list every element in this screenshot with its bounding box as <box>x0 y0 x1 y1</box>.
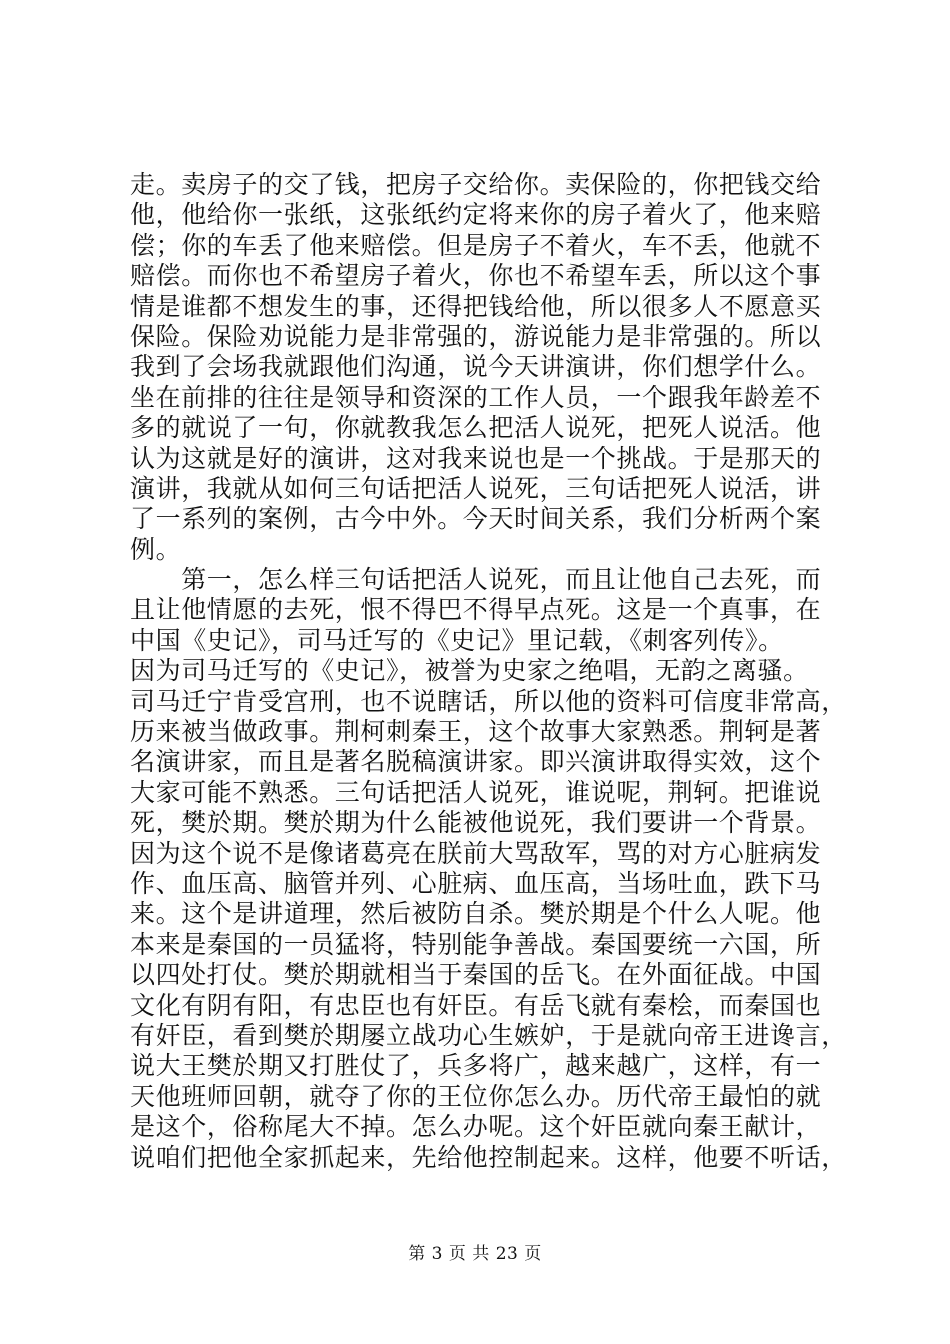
text-line: 他，他给你一张纸，这张纸约定将来你的房子着火了，他来赔 <box>130 200 822 230</box>
text-line: 赔偿。而你也不希望房子着火，你也不希望车丢，所以这个事 <box>130 261 822 291</box>
text-line: 文化有阴有阳，有忠臣也有奸臣。有岳飞就有秦桧，而秦国也 <box>130 990 822 1020</box>
text-line: 我到了会场我就跟他们沟通，说今天讲演讲，你们想学什么。 <box>130 352 822 382</box>
text-line: 以四处打仗。樊於期就相当于秦国的岳飞。在外面征战。中国 <box>130 960 822 990</box>
text-line: 多的就说了一句，你就教我怎么把活人说死，把死人说活。他 <box>130 413 822 443</box>
page-footer: 第 3 页 共 23 页 <box>408 1244 542 1264</box>
text-line: 本来是秦国的一员猛将，特别能争善战。秦国要统一六国，所 <box>130 929 822 959</box>
text-line: 演讲，我就从如何三句话把活人说死，三句话把死人说活，讲 <box>130 473 822 503</box>
text-line: 保险。保险劝说能力是非常强的，游说能力是非常强的。所以 <box>130 321 822 351</box>
body-text <box>130 170 847 1173</box>
text-line: 坐在前排的往往是领导和资深的工作人员，一个跟我年龄差不 <box>130 382 822 412</box>
text-line: 来。这个是讲道理，然后被防自杀。樊於期是个什么人呢。他 <box>130 899 822 929</box>
text-line: 说咱们把他全家抓起来，先给他控制起来。这样，他要不听话， <box>130 1142 847 1172</box>
text-line: 走。卖房子的交了钱，把房子交给你。卖保险的，你把钱交给 <box>130 170 822 199</box>
text-line: 说大王樊於期又打胜仗了，兵多将广，越来越广，这样，有一 <box>130 1051 822 1081</box>
text-line: 司马迁宁肯受宫刑，也不说瞎话，所以他的资料可信度非常高， <box>130 686 847 716</box>
text-line: 因为司马迁写的《史记》，被誉为史家之绝唱，无韵之离骚。 <box>130 656 809 686</box>
text-line: 有奸臣，看到樊於期屡立战功心生嫉妒，于是就向帝王进谗言， <box>130 1020 847 1050</box>
text-line: 第一，怎么样三句话把活人说死，而且让他自己去死，而 <box>130 565 822 595</box>
text-line: 是这个，俗称尾大不掉。怎么办呢。这个奸臣就向秦王献计， <box>130 1112 822 1142</box>
text-line: 名演讲家，而且是著名脱稿演讲家。即兴演讲取得实效，这个 <box>130 747 822 777</box>
text-line: 且让他情愿的去死，恨不得巴不得早点死。这是一个真事，在 <box>130 595 822 625</box>
text-line: 历来被当做政事。荆柯刺秦王，这个故事大家熟悉。荆轲是著 <box>130 717 822 747</box>
text-line: 天他班师回朝，就夺了你的王位你怎么办。历代帝王最怕的就 <box>130 1081 822 1111</box>
text-line: 例。 <box>130 534 182 564</box>
text-line: 了一系列的案例，古今中外。今天时间关系，我们分析两个案 <box>130 504 822 534</box>
text-line: 死，樊於期。樊於期为什么能被他说死，我们要讲一个背景。 <box>130 808 822 838</box>
text-line: 偿；你的车丢了他来赔偿。但是房子不着火，车不丢，他就不 <box>130 230 822 260</box>
text-line: 大家可能不熟悉。三句话把活人说死，谁说呢，荆轲。把谁说 <box>130 777 822 807</box>
text-line: 作、血压高、脑管并列、心脏病、血压高，当场吐血，跌下马 <box>130 868 822 898</box>
text-line: 认为这就是好的演讲，这对我来说也是一个挑战。于是那天的 <box>130 443 822 473</box>
text-line: 情是谁都不想发生的事，还得把钱给他，所以很多人不愿意买 <box>130 291 822 321</box>
text-line: 中国《史记》，司马迁写的《史记》里记载，《刺客列传》。 <box>130 625 784 655</box>
text-line: 因为这个说不是像诸葛亮在朕前大骂敌军，骂的对方心脏病发 <box>130 838 822 868</box>
